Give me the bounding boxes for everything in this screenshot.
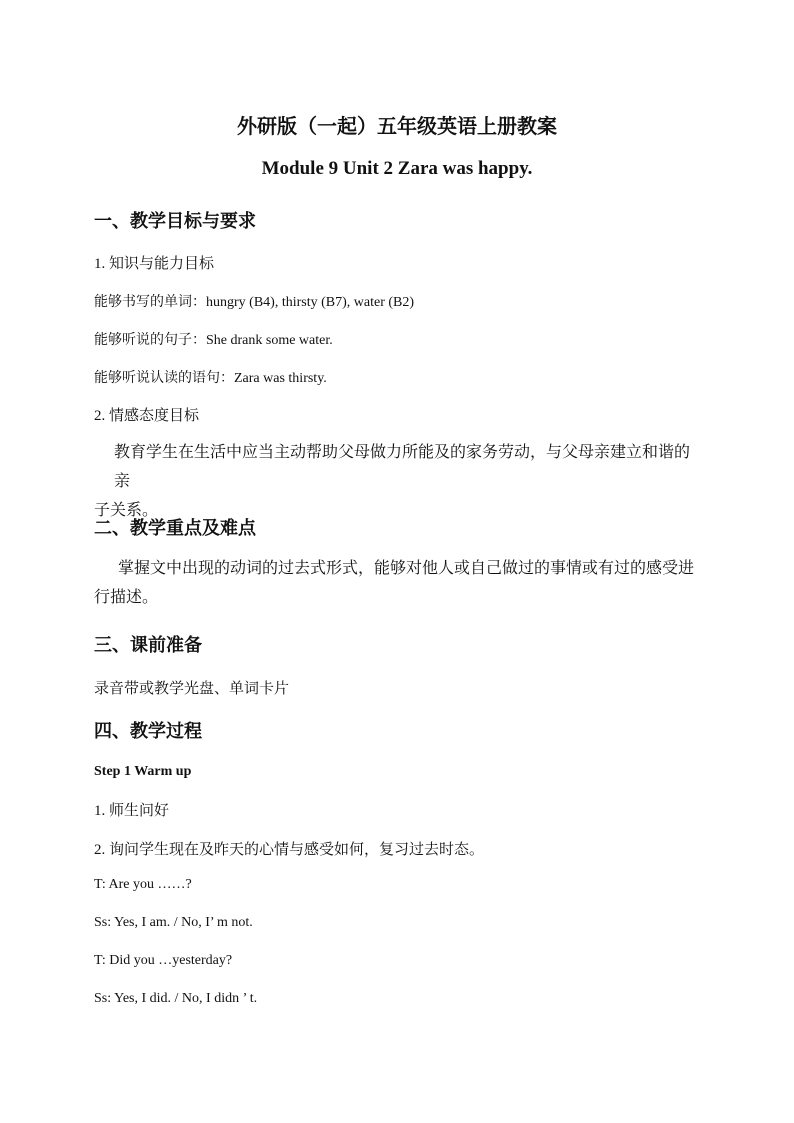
section-heading-objectives: 一、教学目标与要求 [94,211,256,231]
key-points-paragraph-line: 行描述。 [94,589,159,606]
objective-line-write: 能够书写的单词：hungry (B4), thirsty (B7), water (B2) [94,295,415,310]
dialog-line: Ss: Yes, I did. / No, I didn ’ t. [94,991,258,1006]
dialog-line: Ss: Yes, I am. / No, I’ m not. [94,915,253,930]
process-item-review: 2. 询问学生现在及昨天的心情与感受如何，复习过去时态。 [94,842,485,858]
key-points-paragraph [94,554,704,612]
key-points-paragraph-line: 掌握文中出现的动词的过去式形式，能够对他人或自己做过的事情或有过的感受进 [118,560,695,577]
objective-line-speak: 能够听说的句子：She drank some water. [94,333,333,348]
objective-item-emotion: 2. 情感态度目标 [94,408,200,424]
page-title: 外研版（一起）五年级英语上册教案 [237,116,557,138]
preparation-text: 录音带或教学光盘、单词卡片 [94,681,290,697]
objective-item-knowledge: 1. 知识与能力目标 [94,256,215,272]
lesson-subtitle: Module 9 Unit 2 Zara was happy. [261,158,533,179]
process-item-greeting: 1. 师生问好 [94,803,170,819]
emotion-paragraph-line: 子关系。 [94,502,159,519]
dialog-line: T: Are you ……? [94,877,192,892]
objective-line-read: 能够听说认读的语句：Zara was thirsty. [94,371,327,386]
emotion-paragraph-line: 教育学生在生活中应当主动帮助父母做力所能及的家务劳动，与父母亲建立和谐的亲 [114,444,691,490]
section-heading-key-points: 二、教学重点及难点 [94,518,256,538]
dialog-line: T: Did you …yesterday? [94,953,233,968]
emotion-paragraph [94,438,704,525]
section-heading-preparation: 三、课前准备 [94,635,202,655]
step-heading: Step 1 Warm up [94,764,192,779]
section-heading-process: 四、教学过程 [94,721,202,741]
